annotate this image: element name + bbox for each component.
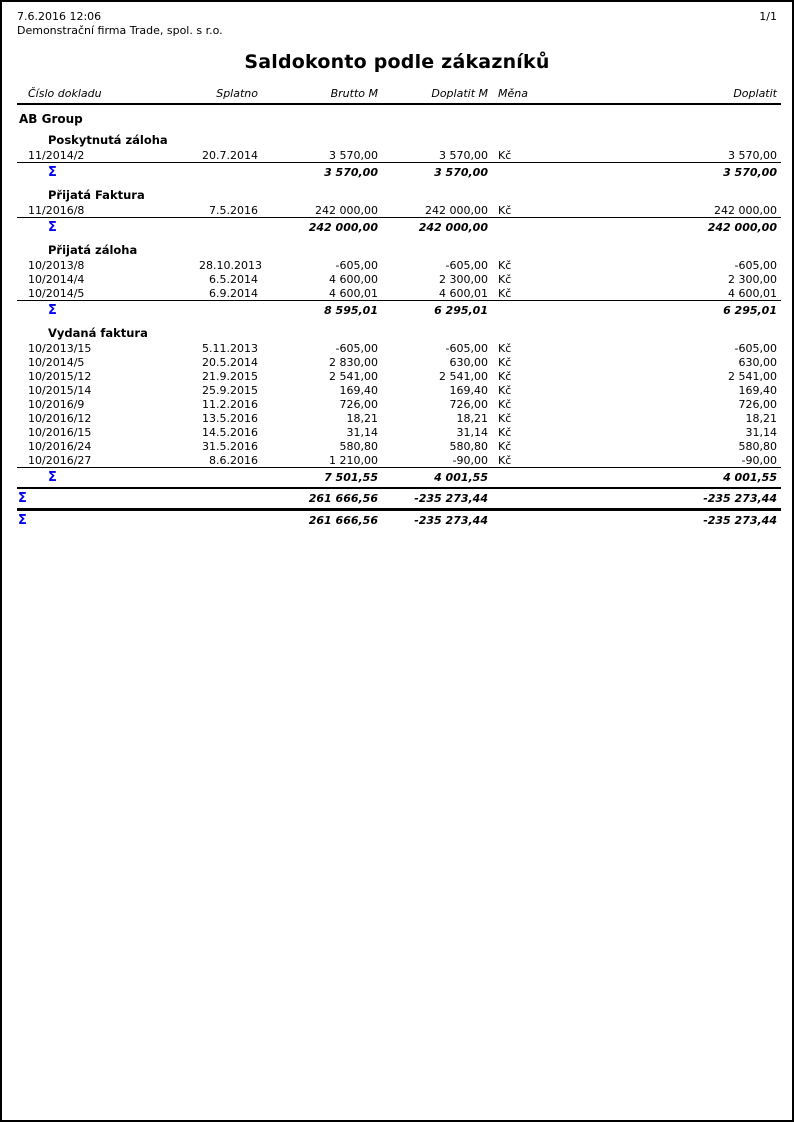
sum-brutto: 7 501,55 <box>262 468 382 489</box>
doplatit-m-value: 18,21 <box>456 412 488 425</box>
document-row <box>17 453 781 468</box>
sum-currency-spacer <box>492 468 537 489</box>
doc-type-label: Přijatá Faktura <box>48 188 145 202</box>
doplatit-value: 18,21 <box>745 412 777 425</box>
document-row <box>17 397 781 411</box>
currency-code: Kč <box>498 384 512 397</box>
currency-code: Kč <box>498 149 512 162</box>
document-row <box>17 369 781 383</box>
currency-code: Kč <box>498 412 512 425</box>
sum-spacer <box>197 468 262 489</box>
document-row <box>17 383 781 397</box>
due-date: 6.5.2014 <box>209 273 258 286</box>
currency-code: Kč <box>498 398 512 411</box>
grand-total-row <box>17 510 781 531</box>
doplatit-m-value: -90,00 <box>452 454 488 467</box>
currency-code: Kč <box>498 259 512 272</box>
brutto-value: 169,40 <box>339 384 378 397</box>
currency-code: Kč <box>498 370 512 383</box>
sum-brutto: 3 570,00 <box>262 163 382 183</box>
page-number: 1/1 <box>759 10 777 23</box>
currency-code: Kč <box>498 287 512 300</box>
doc-number: 11/2016/8 <box>28 204 85 217</box>
doc-type-sum-row <box>17 301 781 321</box>
due-date: 8.6.2016 <box>209 454 258 467</box>
doplatit-m-value: 726,00 <box>449 398 488 411</box>
sum-doplatit-m: 4 001,55 <box>382 468 492 489</box>
doc-number: 10/2016/9 <box>28 398 85 411</box>
document-row <box>17 439 781 453</box>
doc-number: 10/2014/5 <box>28 287 85 300</box>
sum-sigma-symbol: Σ <box>17 510 197 531</box>
doplatit-value: 31,14 <box>745 426 777 439</box>
doc-type-sum-row <box>17 218 781 238</box>
doplatit-value: 3 570,00 <box>728 149 777 162</box>
currency-code: Kč <box>498 426 512 439</box>
doplatit-value: 2 541,00 <box>728 370 777 383</box>
doplatit-value: 2 300,00 <box>728 273 777 286</box>
brutto-value: 1 210,00 <box>329 454 378 467</box>
due-date: 11.2.2016 <box>202 398 258 411</box>
doplatit-m-value: 2 300,00 <box>439 273 488 286</box>
sum-doplatit-m: 242 000,00 <box>382 218 492 238</box>
brutto-value: 2 830,00 <box>329 356 378 369</box>
doplatit-m-value: 2 541,00 <box>439 370 488 383</box>
due-date: 6.9.2014 <box>209 287 258 300</box>
sum-currency-spacer <box>492 163 537 183</box>
doplatit-value: 580,80 <box>738 440 777 453</box>
doc-type-header-row <box>17 320 781 341</box>
due-date: 31.5.2016 <box>202 440 258 453</box>
document-row <box>17 272 781 286</box>
doc-type-sum-row <box>17 163 781 183</box>
col-header-mena: Měna <box>492 86 537 104</box>
doc-number: 10/2013/15 <box>28 342 92 355</box>
sum-doplatit-m: 6 295,01 <box>382 301 492 321</box>
due-date: 20.7.2014 <box>202 149 258 162</box>
sum-currency-spacer <box>492 488 537 510</box>
doplatit-value: -90,00 <box>741 454 777 467</box>
document-row <box>17 286 781 301</box>
brutto-value: 18,21 <box>346 412 378 425</box>
document-row <box>17 258 781 272</box>
doplatit-m-value: 580,80 <box>449 440 488 453</box>
doplatit-value: 630,00 <box>738 356 777 369</box>
due-date: 21.9.2015 <box>202 370 258 383</box>
currency-code: Kč <box>498 273 512 286</box>
sum-sigma-symbol: Σ <box>17 468 197 489</box>
report-title: Saldokonto podle zákazníků <box>244 51 550 73</box>
col-header-doplatit: Doplatit <box>537 86 781 104</box>
currency-code: Kč <box>498 440 512 453</box>
brutto-value: -605,00 <box>335 259 378 272</box>
doplatit-value: 726,00 <box>738 398 777 411</box>
col-header-splatno: Splatno <box>197 86 262 104</box>
company-name: Demonstrační firma Trade, spol. s r.o. <box>17 24 223 37</box>
sum-currency-spacer <box>492 301 537 321</box>
customer-total-row <box>17 488 781 510</box>
currency-code: Kč <box>498 204 512 217</box>
sum-spacer <box>197 488 262 510</box>
sum-brutto: 261 666,56 <box>262 488 382 510</box>
column-header-row <box>17 86 781 104</box>
sum-doplatit: -235 273,44 <box>537 488 781 510</box>
brutto-value: 242 000,00 <box>315 204 378 217</box>
doc-type-header-row <box>17 127 781 148</box>
currency-code: Kč <box>498 342 512 355</box>
sum-brutto: 261 666,56 <box>262 510 382 531</box>
doplatit-value: 242 000,00 <box>714 204 777 217</box>
customer-name-row <box>17 104 781 127</box>
doc-type-label: Vydaná faktura <box>48 326 148 340</box>
sum-currency-spacer <box>492 510 537 531</box>
brutto-value: 2 541,00 <box>329 370 378 383</box>
doc-number: 11/2014/2 <box>28 149 85 162</box>
doc-number: 10/2014/4 <box>28 273 85 286</box>
doplatit-m-value: 3 570,00 <box>439 149 488 162</box>
col-header-brutto-m: Brutto M <box>262 86 382 104</box>
due-date: 5.11.2013 <box>202 342 258 355</box>
sum-spacer <box>197 510 262 531</box>
sum-currency-spacer <box>492 218 537 238</box>
doc-number: 10/2015/14 <box>28 384 92 397</box>
sum-doplatit-m: 3 570,00 <box>382 163 492 183</box>
col-header-cislo-dokladu: Číslo dokladu <box>17 86 197 104</box>
brutto-value: 3 570,00 <box>329 149 378 162</box>
document-row <box>17 341 781 355</box>
sum-doplatit-m: -235 273,44 <box>382 510 492 531</box>
sum-spacer <box>197 301 262 321</box>
doplatit-m-value: 630,00 <box>449 356 488 369</box>
doc-type-sum-row <box>17 468 781 489</box>
due-date: 28.10.2013 <box>199 259 262 272</box>
saldo-table <box>17 86 781 530</box>
doplatit-value: 4 600,01 <box>728 287 777 300</box>
doc-type-header-row <box>17 182 781 203</box>
doplatit-value: -605,00 <box>734 342 777 355</box>
page-header <box>2 2 792 38</box>
col-header-doplatit-m: Doplatit M <box>382 86 492 104</box>
due-date: 14.5.2016 <box>202 426 258 439</box>
doc-number: 10/2015/12 <box>28 370 92 383</box>
sum-doplatit: -235 273,44 <box>537 510 781 531</box>
sum-brutto: 242 000,00 <box>262 218 382 238</box>
customer-name: AB Group <box>19 112 83 126</box>
sum-doplatit: 4 001,55 <box>537 468 781 489</box>
sum-doplatit-m: -235 273,44 <box>382 488 492 510</box>
doplatit-m-value: -605,00 <box>445 342 488 355</box>
sum-doplatit: 3 570,00 <box>537 163 781 183</box>
sum-brutto: 8 595,01 <box>262 301 382 321</box>
doc-type-label: Přijatá záloha <box>48 243 138 257</box>
currency-code: Kč <box>498 356 512 369</box>
print-datetime: 7.6.2016 12:06 <box>17 10 102 23</box>
doplatit-m-value: 169,40 <box>449 384 488 397</box>
doplatit-value: 169,40 <box>738 384 777 397</box>
sum-sigma-symbol: Σ <box>17 301 197 321</box>
doc-number: 10/2016/12 <box>28 412 92 425</box>
brutto-value: 31,14 <box>346 426 378 439</box>
doplatit-m-value: 31,14 <box>456 426 488 439</box>
sum-sigma-symbol: Σ <box>17 163 197 183</box>
doc-number: 10/2016/15 <box>28 426 92 439</box>
doplatit-value: -605,00 <box>734 259 777 272</box>
doc-type-label: Poskytnutá záloha <box>48 133 168 147</box>
doc-type-header-row <box>17 237 781 258</box>
sum-spacer <box>197 218 262 238</box>
doplatit-m-value: 4 600,01 <box>439 287 488 300</box>
document-row <box>17 425 781 439</box>
brutto-value: -605,00 <box>335 342 378 355</box>
doplatit-m-value: 242 000,00 <box>425 204 488 217</box>
due-date: 20.5.2014 <box>202 356 258 369</box>
sum-sigma-symbol: Σ <box>17 218 197 238</box>
brutto-value: 580,80 <box>339 440 378 453</box>
sum-doplatit: 242 000,00 <box>537 218 781 238</box>
sum-sigma-symbol: Σ <box>17 488 197 510</box>
doc-number: 10/2014/5 <box>28 356 85 369</box>
brutto-value: 4 600,01 <box>329 287 378 300</box>
sum-doplatit: 6 295,01 <box>537 301 781 321</box>
document-row <box>17 148 781 163</box>
doc-number: 10/2013/8 <box>28 259 85 272</box>
doc-number: 10/2016/24 <box>28 440 92 453</box>
due-date: 7.5.2016 <box>209 204 258 217</box>
brutto-value: 4 600,00 <box>329 273 378 286</box>
due-date: 25.9.2015 <box>202 384 258 397</box>
doc-number: 10/2016/27 <box>28 454 92 467</box>
due-date: 13.5.2016 <box>202 412 258 425</box>
document-row <box>17 355 781 369</box>
document-row <box>17 411 781 425</box>
doplatit-m-value: -605,00 <box>445 259 488 272</box>
brutto-value: 726,00 <box>339 398 378 411</box>
currency-code: Kč <box>498 454 512 467</box>
document-row <box>17 203 781 218</box>
sum-spacer <box>197 163 262 183</box>
